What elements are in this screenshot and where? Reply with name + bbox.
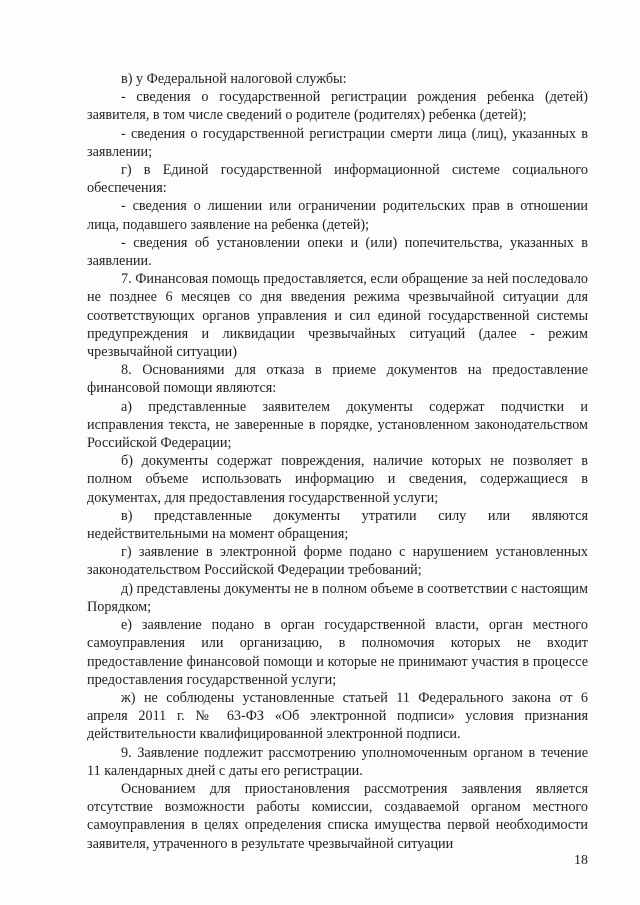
paragraph: г) в Единой государственной информационной системе социального обеспечения:	[87, 162, 588, 197]
page-number: 18	[574, 853, 588, 868]
document-body	[87, 70, 588, 853]
paragraph: а) представленные заявителем документы содержат подчистки и исправления текста, не заверенные в порядке, установленном законодательством Российской Федерации;	[87, 398, 588, 452]
paragraph: е) заявление подано в орган государственной власти, орган местного самоуправления или организацию, в полномочия которых не входит предоставление финансовой помощи и которые не принимают участия в процессе предоставления государственной услуги;	[87, 617, 588, 688]
paragraph: - сведения о государственной регистрации рождения ребенка (детей) заявителя, в том числе сведений о родителе (родителях) ребенка (детей);	[87, 89, 588, 124]
paragraph: д) представлены документы не в полном объеме в соответствии с настоящим Порядком;	[87, 580, 588, 615]
paragraph: - сведения о государственной регистрации смерти лица (лиц), указанных в заявлении;	[87, 125, 588, 160]
paragraph: 8. Основаниями для отказа в приеме документов на предоставление финансовой помощи являются:	[87, 362, 588, 397]
paragraph: б) документы содержат повреждения, наличие которых не позволяет в полном объеме использовать информацию и сведения, содержащиеся в документах, для предоставления государственной услуги;	[87, 453, 588, 506]
paragraph: 9. Заявление подлежит рассмотрению уполномоченным органом в течение 11 календарных дней с даты его регистрации.	[87, 744, 588, 779]
paragraph: ж) не соблюдены установленные статьей 11 Федерального закона от 6 апреля 2011 г. № 63-ФЗ «Об электронной подписи» условия признания действительности квалифицированной электронной подписи.	[87, 689, 588, 743]
paragraph: - сведения об установлении опеки и (или) попечительства, указанных в заявлении.	[87, 234, 588, 270]
paragraph: г) заявление в электронной форме подано с нарушением установленных законодательством Российской Федерации требований;	[87, 544, 588, 579]
paragraph: - сведения о лишении или ограничении родительских прав в отношении лица, подавшего заявление на ребенка (детей);	[87, 198, 588, 233]
paragraph: 7. Финансовая помощь предоставляется, если обращение за ней последовало не позднее 6 месяцев со дня введения режима чрезвычайной ситуации для соответствующих органов управления и сил единой государственной системы предупреждения и ликвидации чрезвычайных ситуаций (далее - режим чрезвычайной ситуации)	[87, 271, 588, 361]
paragraph: в) представленные документы утратили силу или являются недействительными на момент обращения;	[87, 507, 588, 543]
paragraph: Основанием для приостановления рассмотрения заявления является отсутствие возможности работы комиссии, создаваемой органом местного самоуправления в целях определения списка имущества первой необходимости заявителя, утраченного в результате чрезвычайной ситуации	[87, 780, 588, 852]
paragraph: в) у Федеральной налоговой службы:	[121, 71, 347, 87]
